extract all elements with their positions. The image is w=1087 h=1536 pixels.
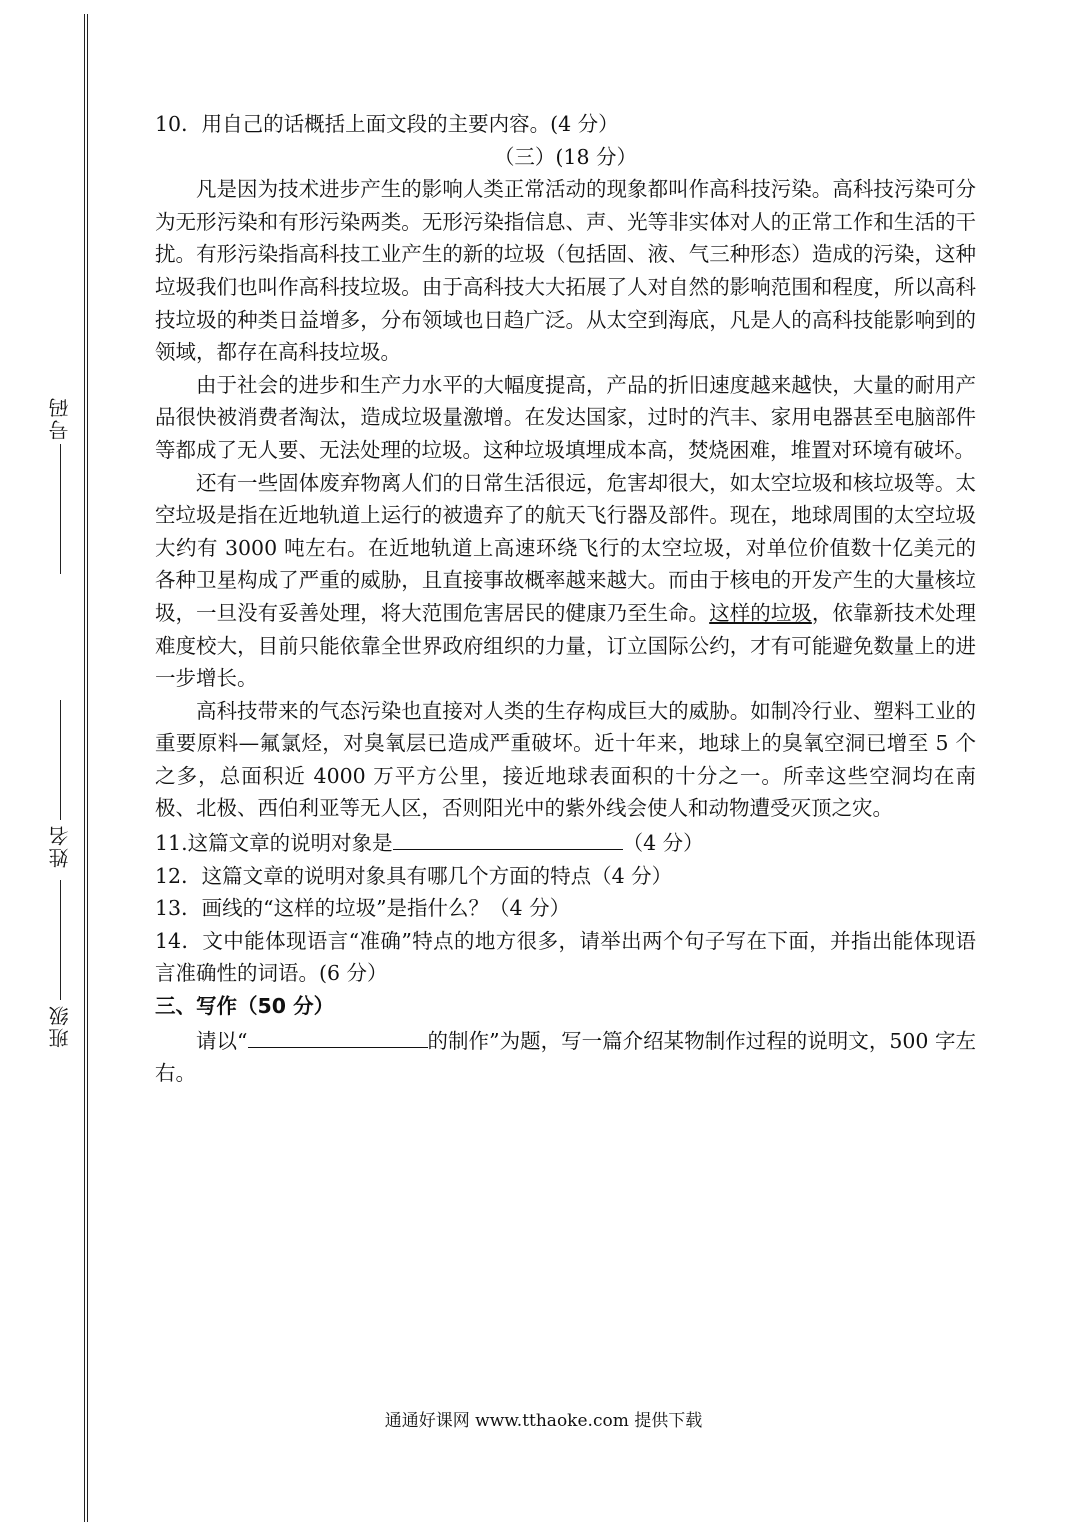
question-13: 13．画线的“这样的垃圾”是指什么？（4 分）	[155, 896, 571, 921]
haoma-field	[48, 396, 72, 574]
banji-field	[48, 880, 72, 1048]
question-12: 12．这篇文章的说明对象具有哪几个方面的特点（4 分）	[155, 863, 673, 888]
page-footer: 通通好课网 www.tthaoke.com 提供下载	[384, 1411, 703, 1431]
writing-title-blank[interactable]	[248, 1023, 428, 1048]
paragraph-3-text-before: 还有一些固体废弃物离人们的日常生活很远，危害却很大，如太空垃圾和核垃圾等。太空垃圾是指在近地轨道上运行的被遗弃了的航天飞行器及部件。现在，地球周围的太空垃圾大约有 3000 吨左右。在近地轨道上高速环绕飞行的太空垃圾，对单位价值数十亿美元的各种卫星构成了严重的威胁，且直接事故概率越来越大。而由于核电的开发产生的大量核垃圾，一旦没有妥善处理，将大范围危害居民的健康乃至生命。	[155, 470, 976, 625]
question-14: 14．文中能体现语言“准确”特点的地方很多，请举出两个句子写在下面，并指出能体现语言准确性的词语。(6 分）	[155, 928, 976, 986]
writing-prompt-suffix: 的制作”为题，写一篇介绍某物制作过程的说明文，500 字左右。	[155, 1028, 977, 1086]
exam-content	[155, 108, 976, 1090]
question-11-answer-blank[interactable]	[393, 825, 623, 850]
writing-prompt-prefix: 请以“	[196, 1028, 248, 1053]
xingming-field	[48, 700, 72, 868]
banji-blank-line[interactable]	[60, 880, 61, 1000]
paragraph-3-text-after: ，依靠新技术处理难度校大，目前只能依靠全世界政府组织的力量，订立国际公约，才有可能避免数量上的进一步增长。	[155, 600, 977, 691]
question-11-text: 11.这篇文章的说明对象是	[155, 831, 393, 856]
question-10: 10．用自己的话概括上面文段的主要内容。(4 分）	[155, 112, 619, 136]
underlined-phrase: 这样的垃圾	[709, 600, 812, 625]
xingming-blank-line[interactable]	[60, 700, 61, 820]
binding-line-outer	[84, 14, 85, 1522]
binding-line-inner	[87, 14, 88, 1522]
writing-prompt	[155, 1023, 976, 1090]
banji-label: 班级	[48, 1004, 72, 1048]
question-11	[155, 825, 976, 860]
section-3-heading: 三、写作（50 分）	[155, 994, 335, 1019]
passage-paragraph-2: 由于社会的进步和生产力水平的大幅度提高，产品的折旧速度越来越快，大量的耐用产品很快被消费者淘汰，造成垃圾量激增。在发达国家，过时的汽丰、家用电器甚至电脑部件等都成了无人要、无法处理的垃圾。这种垃圾填埋成本高，焚烧困难，堆置对环境有破坏。	[155, 372, 976, 462]
question-11-score: （4 分）	[622, 831, 704, 856]
passage-paragraph-3	[155, 467, 976, 695]
haoma-label: 号码	[48, 396, 72, 440]
part-3-heading: （三）(18 分）	[493, 144, 638, 169]
passage-paragraph-1: 凡是因为技术进步产生的影响人类正常活动的现象都叫作高科技污染。高科技污染可分为无形污染和有形污染两类。无形污染指信息、声、光等非实体对人的正常工作和生活的干扰。有形污染指高科技工业产生的新的垃圾（包括固、液、气三种形态）造成的污染，这种垃圾我们也叫作高科技垃圾。由于高科技大大拓展了人对自然的影响范围和程度，所以高科技垃圾的种类日益增多，分布领域也日趋广泛。从太空到海底，凡是人的高科技能影响到的领域，都存在高科技垃圾。	[155, 177, 976, 365]
haoma-blank-line[interactable]	[60, 444, 61, 574]
xingming-label: 姓名	[48, 824, 72, 868]
passage-paragraph-4: 高科技带来的气态污染也直接对人类的生存构成巨大的威胁。如制冷行业、塑料工业的重要原料—氟氯烃，对臭氧层已造成严重破坏。近十年来，地球上的臭氧空洞已增至 5 个之多，总面积近 4000 万平方公里，接近地球表面积的十分之一。所幸这些空洞均在南极、北极、西伯利亚等无人区，否则阳光中的紫外线会使人和动物遭受灭顶之灾。	[155, 698, 976, 821]
